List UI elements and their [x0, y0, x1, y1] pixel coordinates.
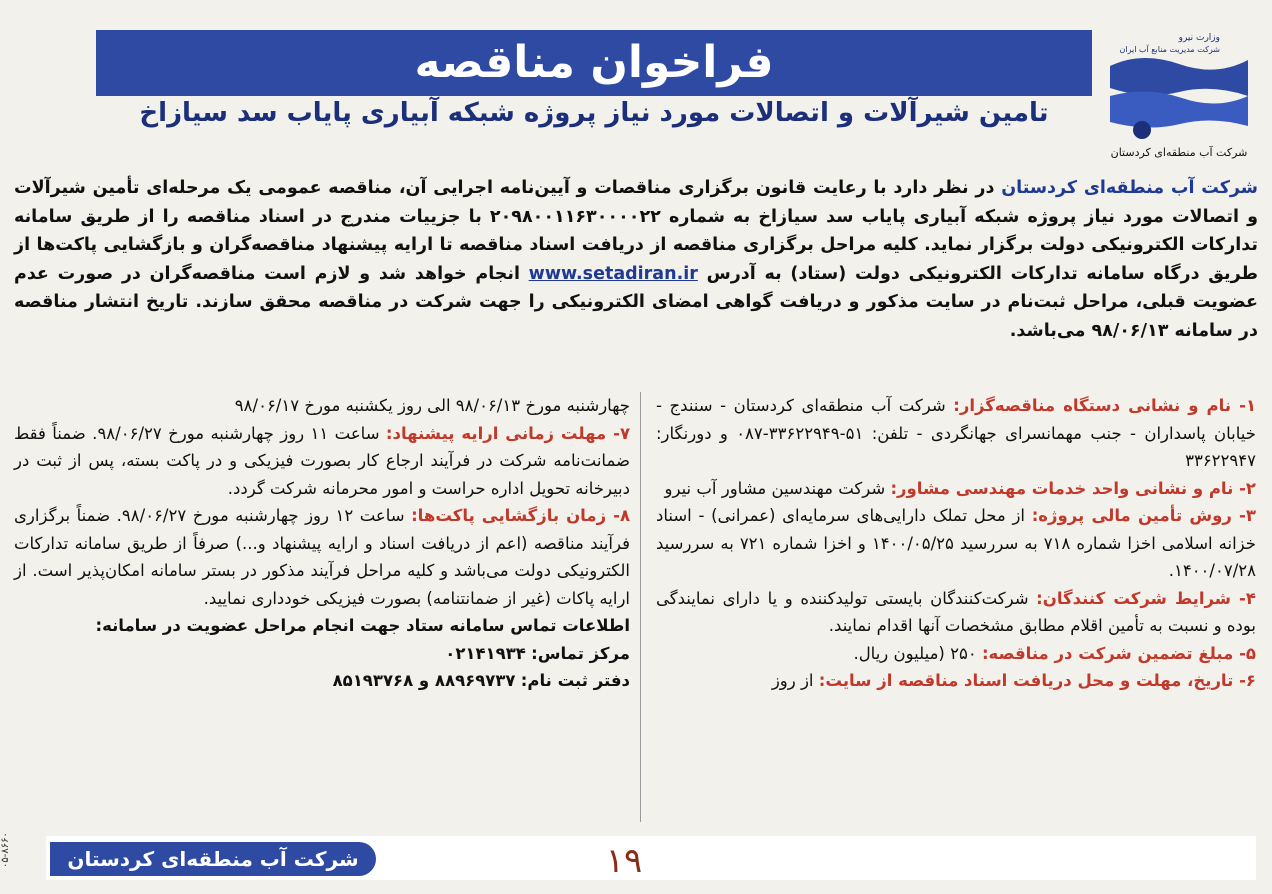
clause-heading: ۸- زمان بازگشایی پاکت‌ها:	[411, 506, 631, 525]
contact-center-value: ۰۲۱۴۱۹۳۴	[445, 643, 526, 663]
contact-title: اطلاعات تماس سامانه ستاد جهت انجام مراحل عضویت در سامانه:	[95, 616, 630, 635]
clause-text: شرکت مهندسین مشاور آب نیرو	[664, 478, 891, 498]
clause-text: ساعت ۱۱ روز چهارشنبه مورخ ۹۸/۰۶/۲۷. ضمناً فقط ضمانت‌نامه شرکت در فرآیند ارجاع کار بصورت فیزیکی و در پاکت بسته، پس از ثبت در دبیرخانه تحویل اداره حراست و امور محرمانه شرکت گردد.	[14, 423, 630, 498]
clause-text: از محل تملک دارایی‌های سرمایه‌ای (عمرانی) - اسناد خزانه اسلامی اخزا شماره ۷۱۸ به سررسید ۱۴۰۰/۰۵/۲۵ و اخزا شماره ۷۲۱ به سررسید ۱۴۰۰/۰۷/۲۸.	[656, 506, 1256, 580]
footer-org-bar: شرکت آب منطقه‌ای کردستان	[50, 842, 376, 876]
clause-4	[656, 585, 1256, 640]
clause-8	[14, 502, 630, 612]
right-column	[656, 392, 1256, 695]
clause-text: ۲۵۰ (میلیون ریال.	[853, 643, 982, 663]
page-number: ۱۹	[605, 841, 643, 881]
clause-5	[656, 640, 1256, 668]
clause-heading: ۵- مبلغ تضمین شرکت در مناقصه:	[981, 643, 1256, 663]
logo-caption: شرکت آب منطقه‌ای کردستان	[1110, 146, 1248, 159]
clause-6-continued	[14, 392, 630, 420]
contact-office	[14, 667, 630, 695]
clause-heading: ۲- نام و نشانی واحد خدمات مهندسی مشاور:	[890, 478, 1256, 498]
clause-text: شرکت آب منطقه‌ای کردستان - سنندج - خیابان پاسداران - جنب مهمانسرای جهانگردی - تلفن: ۵۱-۳۳۶۲۲۹۴۹-۰۸۷ و دورنگار: ۳۳۶۲۲۹۴۷	[656, 396, 1256, 470]
clause-6	[656, 667, 1256, 695]
clause-text: ساعت ۱۲ روز چهارشنبه مورخ ۹۸/۰۶/۲۷. ضمناً برگزاری فرآیند مناقصه (اعم از دریافت اسناد و ارایه پیشنهاد و...) صرفاً از طریق سامانه تدارکات الکترونیکی دولت می‌باشد و کلیه مراحل فرآیند مذکور در بستر سامانه امکان‌پذیر است. از ارایه پاکات (غیر از ضمانتنامه) بصورت فیزیکی خودداری نمایید.	[14, 506, 630, 608]
column-divider	[640, 392, 641, 822]
clause-1	[656, 392, 1256, 475]
clause-3	[656, 502, 1256, 585]
side-code: ۰۵-۸۶۶۰	[0, 832, 11, 868]
clause-heading: ۳- روش تأمین مالی پروژه:	[1031, 506, 1256, 525]
contact-center-label: مرکز تماس:	[531, 643, 630, 663]
header-banner	[96, 30, 1092, 128]
clause-text: چهارشنبه مورخ ۹۸/۰۶/۱۳ الی روز یکشنبه مورخ ۹۸/۰۶/۱۷	[234, 396, 630, 415]
contact-office-value: ۸۸۹۶۹۷۳۷ و ۸۵۱۹۳۷۶۸	[332, 671, 516, 690]
logo-line2: شرکت مدیریت منابع آب ایران	[1119, 45, 1220, 54]
contact-office-label: دفتر ثبت نام:	[520, 671, 630, 690]
clause-heading: ۶- تاریخ، مهلت و محل دریافت اسناد مناقصه از سایت:	[818, 671, 1256, 690]
clause-2	[656, 475, 1256, 503]
notice-title: فراخوان مناقصه	[414, 37, 774, 88]
notice-subtitle: تامین شیرآلات و اتصالات مورد نیاز پروژه شبکه آبیاری پایاب سد سیازاخ	[96, 96, 1092, 130]
clause-heading: ۷- مهلت زمانی ارایه پیشنهاد:	[385, 423, 631, 443]
intro-paragraph	[14, 174, 1258, 345]
intro-text-2: انجام خواهد شد و لازم است مناقصه‌گران در صورت عدم عضویت قبلی، مراحل ثبت‌نام در سایت مذکور و دریافت گواهی امضای الکترونیکی را جهت شرکت در مناقصه محقق سازند. تاریخ انتشار مناقصه در سامانه ۹۸/۰۶/۱۳ می‌باشد.	[14, 263, 1258, 341]
intro-text-1: در نظر دارد با رعایت قانون برگزاری مناقصات و آیین‌نامه اجرایی آن، مناقصه عمومی یک مرحله‌ای تأمین شیرآلات و اتصالات مورد نیاز پروژه شبکه آبیاری پایاب سد سیازاخ به شماره ۲۰۹۸۰۰۱۱۶۳۰۰۰۰۲۲ با جزییات مندرج در اسناد مناقصه را از طریق سامانه تدارکات الکترونیکی دولت برگزار نماید. کلیه مراحل برگزاری مناقصه از دریافت اسناد مناقصه تا ارایه پیشنهاد مناقصه‌گران و بازگشایی پاکت‌ها از طریق درگاه سامانه تدارکات الکترونیکی دولت (ستاد) به آدرس	[14, 178, 1259, 284]
intro-org: شرکت آب منطقه‌ای کردستان	[1001, 178, 1258, 198]
setad-url-link[interactable]: www.setadiran.ir	[528, 263, 698, 284]
clause-heading: ۴- شرایط شرکت کنندگان:	[1036, 588, 1256, 608]
company-logo	[1102, 26, 1256, 162]
clause-7	[14, 420, 630, 503]
clause-heading: ۱- نام و نشانی دستگاه مناقصه‌گزار:	[953, 396, 1257, 415]
contact-center	[14, 640, 630, 668]
left-column	[14, 392, 630, 695]
clause-text: از روز	[771, 671, 819, 690]
clause-text: شرکت‌کنندگان بایستی تولیدکننده و یا دارای نمایندگی بوده و نسبت به تأمین اقلام مطابق مشخصات آنها اقدام نمایند.	[656, 588, 1256, 635]
logo-line1: وزارت نیرو	[1178, 33, 1220, 43]
